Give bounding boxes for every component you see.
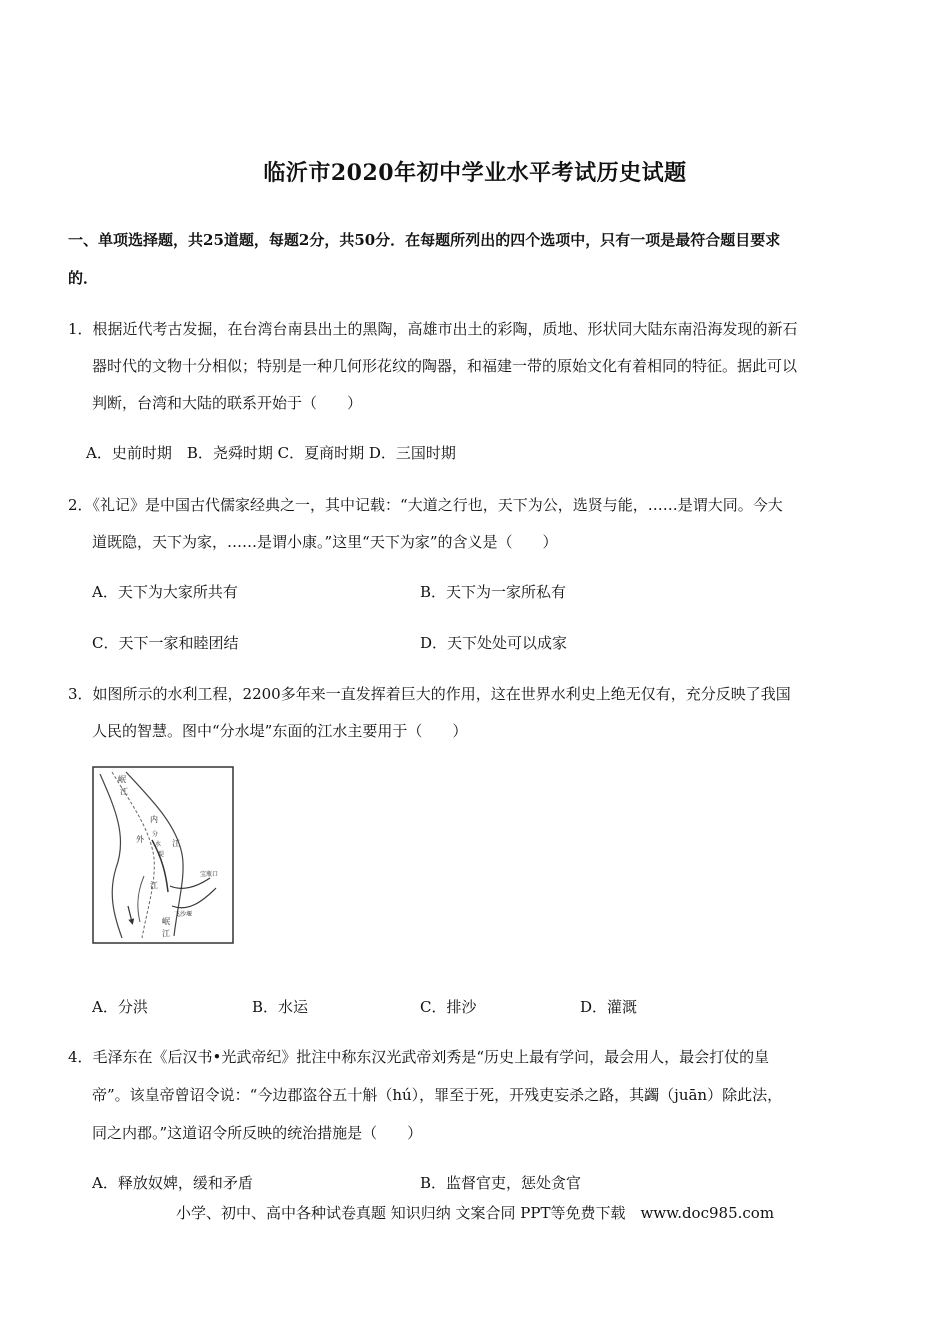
q4-option-b: B．监督官吏，惩处贪官 — [420, 1174, 582, 1192]
q1-line1: 1．根据近代考古发掘，在台湾台南县出土的黑陶，高雄市出土的彩陶，质地、形状同大陆东南沿海发现的新石 — [68, 320, 798, 338]
page-footer: 小学、初中、高中各种试卷真题 知识归纳 文案合同 PPT等免费下载 www.doc985.com — [175, 1204, 775, 1222]
map-label-jiang1: 江 — [120, 787, 128, 796]
q1-options: A．史前时期 B．尧舜时期 C．夏商时期 D．三国时期 — [86, 444, 456, 462]
map-label-di: 堤 — [158, 851, 165, 858]
map-label-fen: 分 — [152, 831, 159, 838]
q3-option-b: B．水运 — [252, 998, 309, 1016]
q4-line3: 同之内郡。”这道诏令所反映的统治措施是（ ） — [92, 1124, 423, 1142]
map-label-baopingkou: 宝瓶口 — [200, 871, 219, 878]
q3-option-c: C．排沙 — [420, 998, 477, 1016]
q2-option-b: B．天下为一家所私有 — [420, 583, 567, 601]
section-heading-line1: 一、单项选择题，共25道题，每题2分，共50分．在每题所列出的四个选项中，只有一项是最符合题目要求 — [68, 231, 781, 249]
q3-option-a: A．分洪 — [92, 998, 148, 1016]
q2-option-a: A．天下为大家所共有 — [92, 583, 238, 601]
q2-option-d: D．天下处处可以成家 — [420, 634, 568, 652]
q2-option-c: C．天下一家和睦团结 — [92, 634, 239, 652]
q3-option-d: D．灌溉 — [580, 998, 638, 1016]
q2-line2: 道既隐，天下为家，……是谓小康。”这里“天下为家”的含义是（ ） — [92, 533, 558, 551]
q4-line1: 4．毛泽东在《后汉书•光武帝纪》批注中称东汉光武帝刘秀是“历史上最有学问，最会用人，最会打仗的皇 — [68, 1048, 770, 1066]
map-label-feishayan: 飞沙堰 — [174, 911, 193, 918]
map-label-shui: 水 — [155, 841, 162, 848]
dujiangyan-map — [92, 766, 234, 946]
q4-option-a: A．释放奴婢，缓和矛盾 — [92, 1174, 253, 1192]
section-heading-line2: 的． — [68, 269, 99, 287]
map-label-wai: 外 — [136, 835, 144, 844]
map-label-jiang2: 江 — [172, 839, 180, 848]
map-label-min2: 岷 — [162, 917, 170, 926]
map-label-nei: 内 — [150, 815, 158, 824]
map-label-jiang3: 江 — [150, 881, 158, 890]
q1-line3: 判断，台湾和大陆的联系开始于（ ） — [92, 394, 363, 412]
page-title: 临沂市2020年初中学业水平考试历史试题 — [263, 160, 687, 186]
map-label-min1: 岷 — [118, 775, 126, 784]
map-label-jiang4: 江 — [162, 929, 170, 938]
q3-line1: 3．如图所示的水利工程，2200多年来一直发挥着巨大的作用，这在世界水利史上绝无仅有，充分反映了我国 — [68, 685, 791, 703]
q1-line2: 器时代的文物十分相似；特别是一种几何形花纹的陶器，和福建一带的原始文化有着相同的特征。据此可以 — [92, 357, 798, 375]
q3-line2: 人民的智慧。图中“分水堤”东面的江水主要用于（ ） — [92, 722, 468, 740]
q4-line2: 帝”。该皇帝曾诏令说：“今边郡盗谷五十斛（hú），罪至于死，开残吏妄杀之路，其蠲（juān）除此法， — [92, 1086, 783, 1104]
q2-line1: 2．《礼记》是中国古代儒家经典之一，其中记载：“大道之行也，天下为公，选贤与能，……是谓大同。今大 — [68, 496, 783, 514]
